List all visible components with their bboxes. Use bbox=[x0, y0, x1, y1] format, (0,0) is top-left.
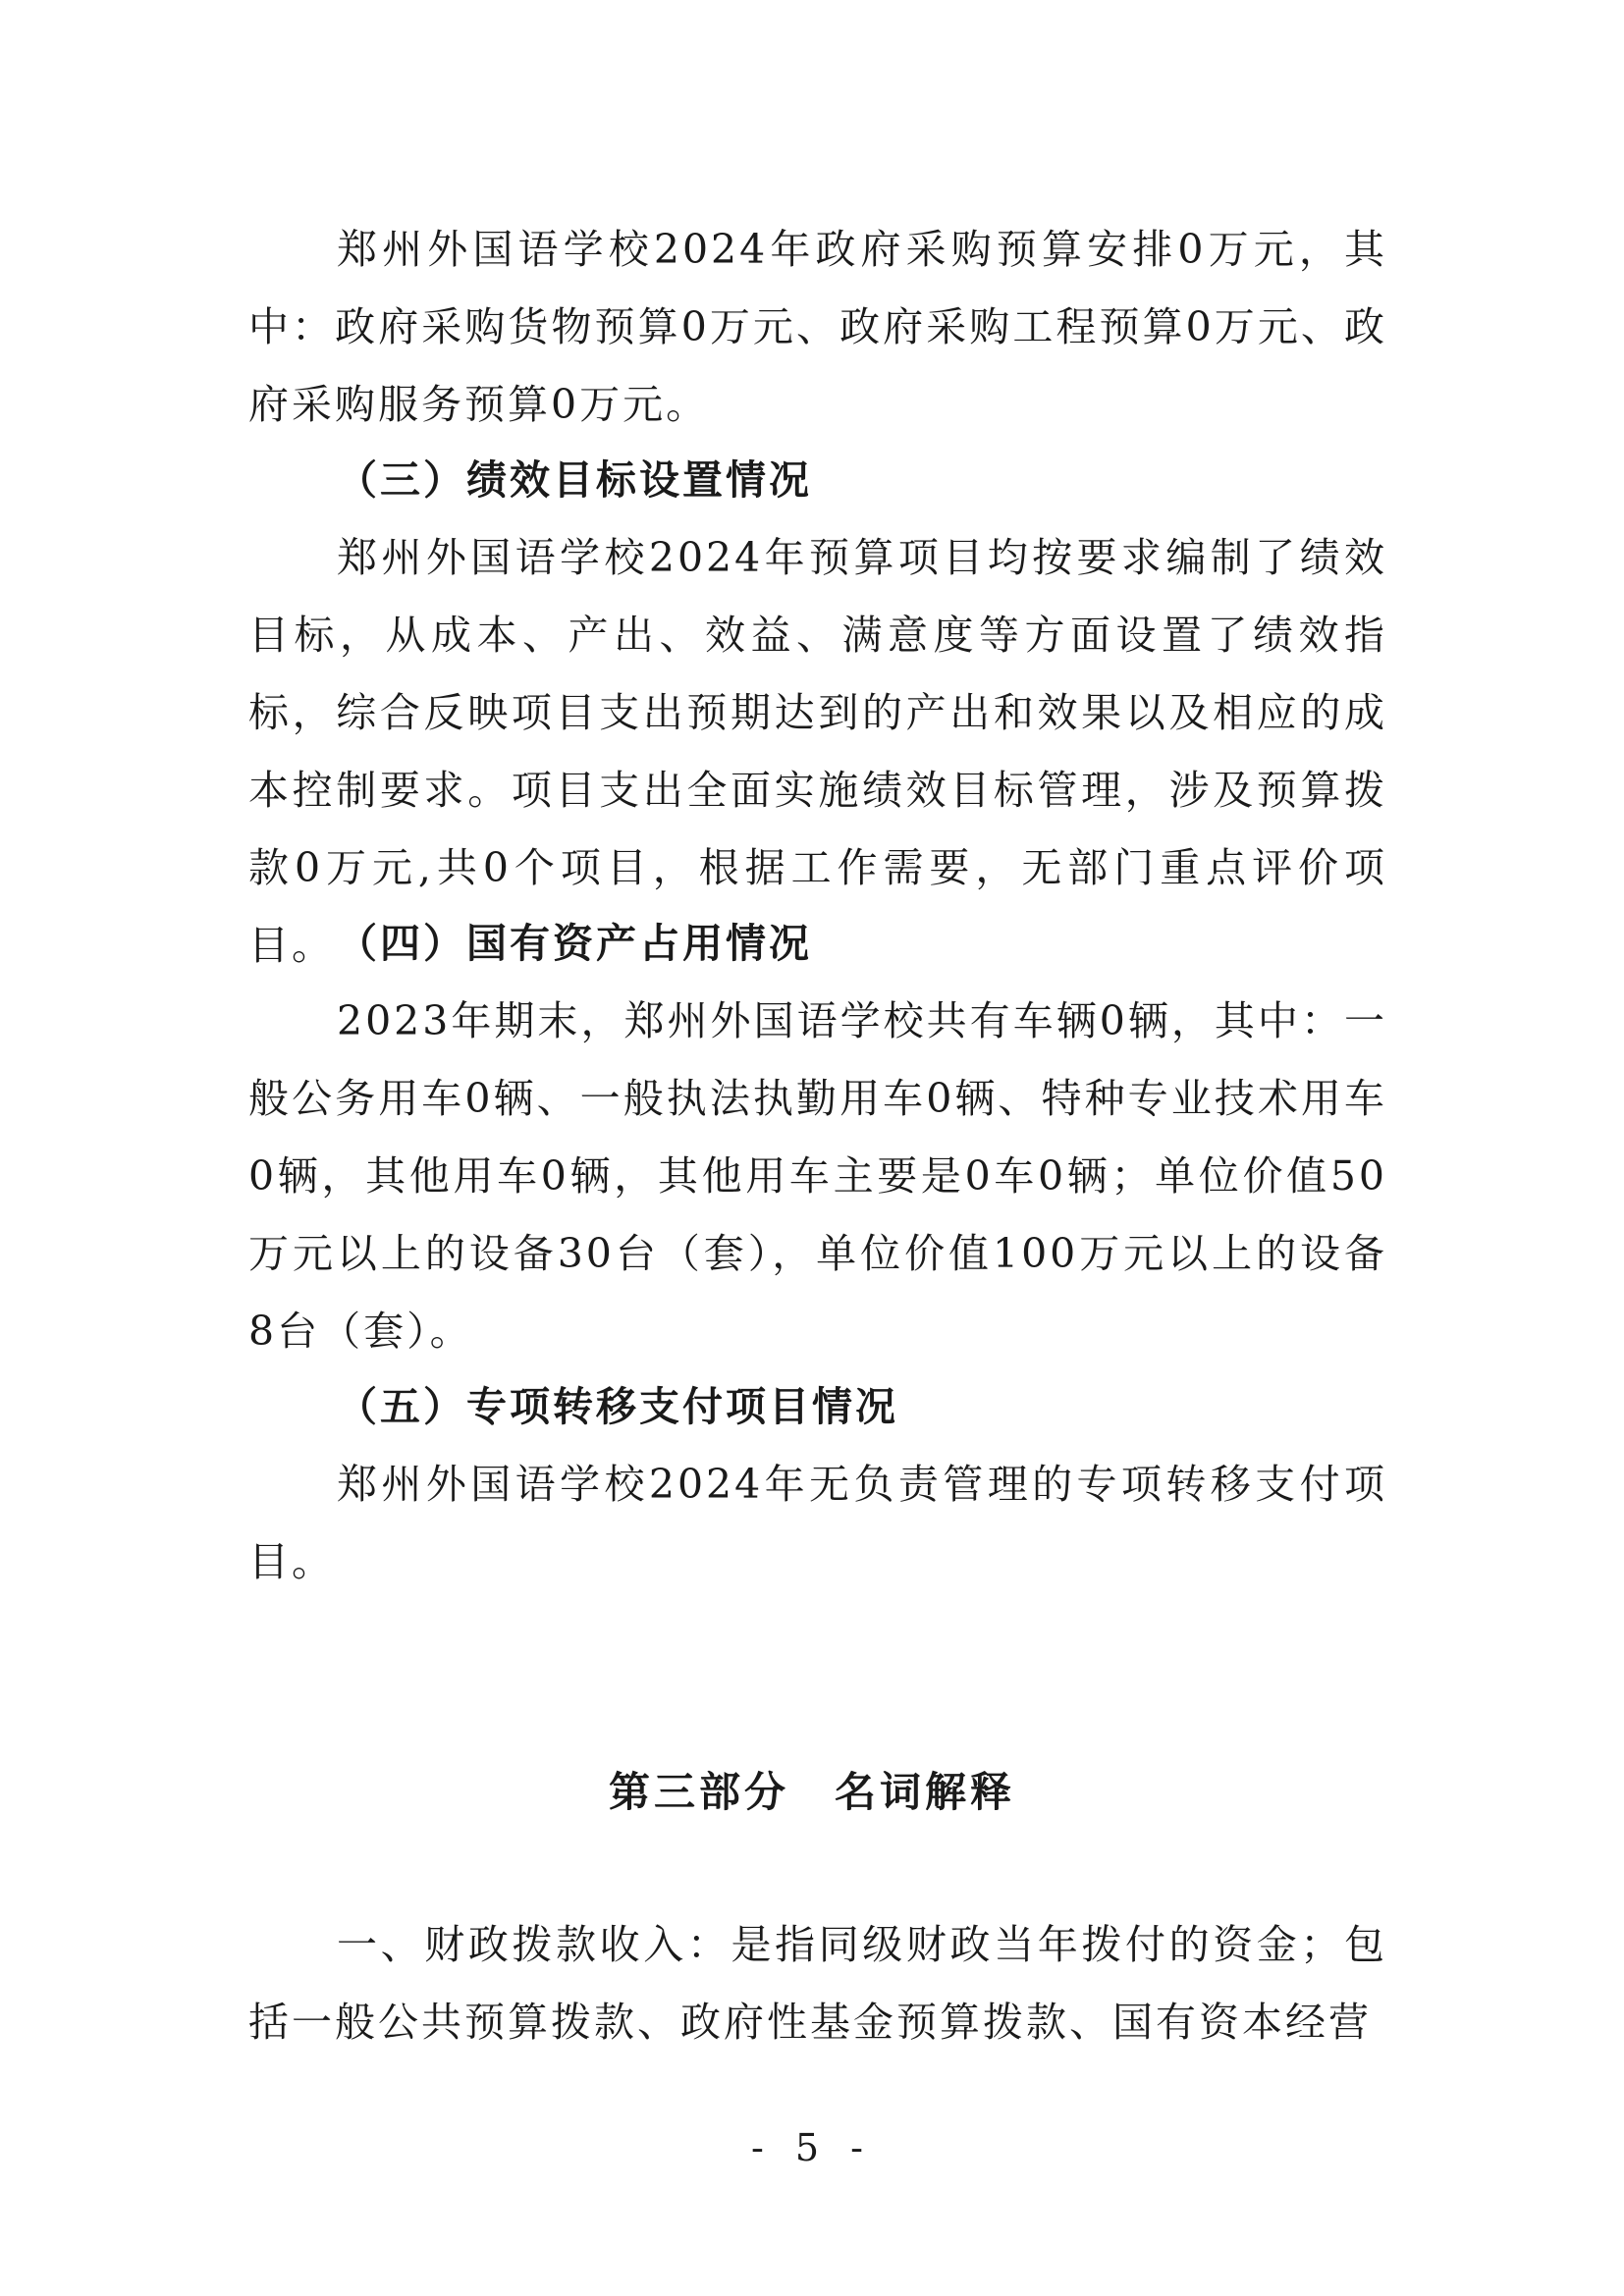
transfer-paragraph: 郑州外国语学校2024年无负责管理的专项转移支付项目。 bbox=[248, 1461, 1387, 1585]
heading-special-transfer: （五）专项转移支付项目情况 bbox=[337, 1383, 898, 1430]
assets-paragraph: 2023年期末，郑州外国语学校共有车辆0辆，其中：一般公务用车0辆、一般执法执勤用车0辆、特种专业技术用车0辆，其他用车0辆，其他用车主要是0车0辆；单位价值50万元以上的设备30台（套），单位价值100万元以上的设备8台（套）。 bbox=[248, 997, 1387, 1355]
terms-paragraph: 一、财政拨款收入：是指同级财政当年拨付的资金；包括一般公共预算拨款、政府性基金预算拨款、国有资本经营 bbox=[248, 1921, 1387, 2046]
procurement-paragraph: 郑州外国语学校2024年政府采购预算安排0万元，其中：政府采购货物预算0万元、政府采购工程预算0万元、政府采购服务预算0万元。 bbox=[248, 226, 1387, 428]
performance-paragraph: 郑州外国语学校2024年预算项目均按要求编制了绩效目标，从成本、产出、效益、满意度等方面设置了绩效指标，综合反映项目支出预期达到的产出和效果以及相应的成本控制要求。项目支出全面实施绩效目标管理，涉及预算拨款0万元,共0个项目，根据工作需要，无部门重点评价项目。 bbox=[248, 534, 1387, 969]
heading-performance-goals: （三）绩效目标设置情况 bbox=[337, 456, 812, 504]
heading-state-assets: （四）国有资产占用情况 bbox=[337, 920, 812, 967]
section-title: 第三部分 名词解释 bbox=[608, 1768, 1015, 1816]
page-number: - 5 - bbox=[750, 2126, 873, 2169]
